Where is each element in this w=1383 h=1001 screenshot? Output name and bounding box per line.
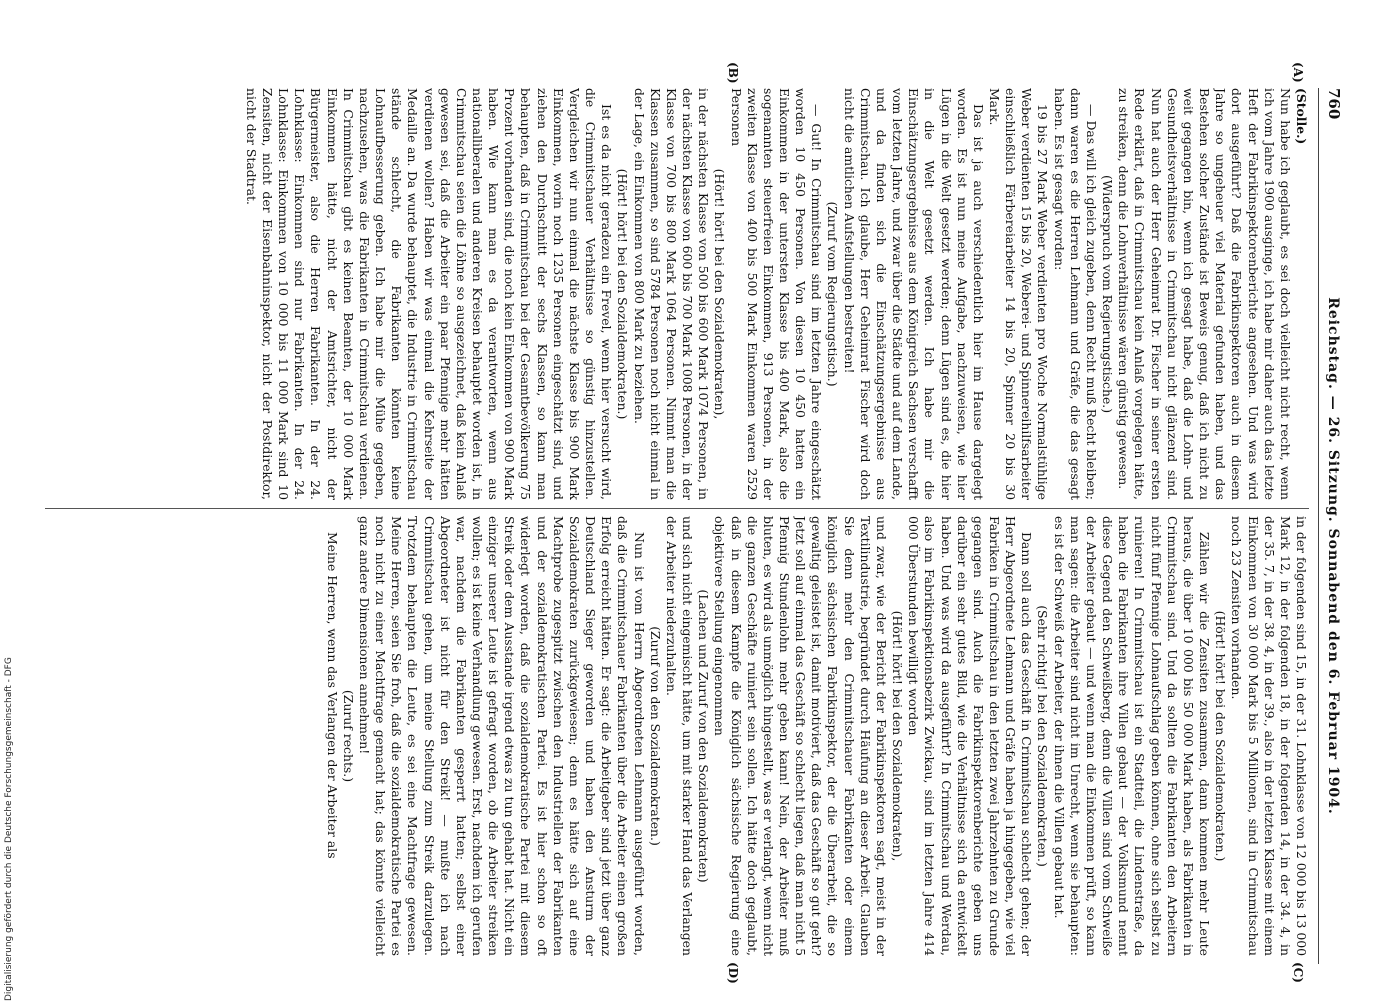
margin-marker-b: (B) [726,62,740,84]
right-column-paragraph: (Lachen und Zuruf von den Sozialdemokraten) [696,589,712,883]
right-column-paragraph: in der folgenden sind 15, in der 31. Lohnklasse von 12 000 bis 13 000 Mark 12, in der folgenden 18, in der folgenden 14, in der 34. 4, in der 35. 7, in der 38. 4, in der 39., also in der letzten Klasse mit einem Einkommen von 30 000 Mark bis 5 Millionen, sind in Crimmitschau noch 23 Zensiten vorhanden. [1229,516,1309,956]
right-column-paragraph: Meine Herren, wenn das Verlangen der Arbeiter als [324,532,340,859]
right-column-paragraph: (Sehr richtig! bei den Sozialdemokraten.) [1035,605,1051,867]
right-column-paragraph: Nun ist vom Herrn Abgeordneten Lehmann ausgeführt worden, daß die Crimmitschauer Fabrikanten über die Arbeiter einen großen Erfolg erreicht hätten. Er sagt: die Arbeitgeber sind jetzt über ganz Deutschland Sieger geworden und haben den Ansturm der Sozialdemokraten zurückgewiesen; denn es hätte sich auf eine Machtprobe zugespitzt zwischen den Industriellen der Fabrikanten und der sozialdemokratischen Partei. Es ist hier schon so oft widerlegt worden, daß die sozialdemokratische Partei mit diesem Streik oder dem Ausstande irgend etwas zu tun gehabt hat. Nicht ein einziger unserer Leute ist gefragt worden, ob die Arbeiter streiken wollen; es ist keine Verhandlung gewesen. Erst, nachdem ich gerufen war, nachdem die Fabrikanten gesperrt hatten; selbst einer Abgeordneter ist nicht für den Streik! — mußte ich nach Crimmitschau gehen, um meine Stellung zum Streik darzulegen. Trotzdem behaupten die Leute, es sei eine Machtfrage gewesen. Meine Herren, seien Sie froh, daß die sozialdemokratische Partei es noch nicht zu einer Machtfrage gemacht hat; das könnte vielleicht ganz andere Dimensionen annehmen! [356,516,647,956]
right-column-paragraph: (Zuruf rechts.) [340,689,356,783]
left-column-paragraph: — Gut! In Crimmitschau sind im letzten Jahre eingeschätzt worden 10 450 Personen. Von diesen 10 450 hatten ein Einkommen in der untersten Klasse bis 400 Mark, also die sogenannten steuerfreien Einkommen, 913 Personen, in der zweiten Klasse von 400 bis 500 Mark Einkommen waren 2529 Personen [728,88,825,500]
margin-marker-d: (D) [726,962,740,984]
right-column-paragraph: (Hört! hört! bei den Sozialdemokraten.) [1213,610,1229,862]
column-divider [45,508,1309,509]
left-column-paragraph: (Stolle.) [1294,88,1309,145]
left-column-paragraph: Ist es da nicht geradezu ein Frevel, wenn hier versucht wird, die Crimmitschauer Verhältnisse so günstig hinzustellen. Vergleichen wir nun einmal die nächste Klasse bis 900 Mark Einkommen, worin noch 1235 Personen eingeschätzt sind, und ziehen den Durchschnitt der sechs Klassen, so kann man behaupten, daß in Crimmitschau bei der Gesamtbevölkerung 75 Prozent vorhanden sind, die noch kein Einkommen von 900 Mark haben. Wie kann man es da verantworten, wenn aus nationalliberalen und anderen Kreisen behauptet worden ist, in Crimmitschau seien die Löhne so ausgezeichnet, daß kein Anlaß gewesen sei, daß die Arbeiter ein paar Pfennige mehr hätten verdienen wollen? Haben wir was einmal die Kehrseite der Medaille an. Da wurde behauptet, die Industrie in Crimmitschau stände schlecht, die Fabrikanten könnten keine Lohnaufbesserung geben. Ich habe mir die Mühe gegeben, nachzusehen, was die Fabrikanten in Crimmitschau verdienen. In Crimmitschau gibt es keinen Beamten, der 10 000 Mark Einkommen hätte, nicht der Amtsrichter, nicht der Bürgermeister, also die Herren Fabrikanten. In der 24. Lohnklasse: Einkommen sind nur Fabrikanten. In der 24. Lohnklasse: Einkommen von 10 000 bis 11 000 Mark sind 10 Zensiten, nicht der Eisenbahninspektor, nicht der Postdirektor, nicht der Stadtrat. [243,88,615,500]
page-number: 760 [1325,88,1343,120]
right-column-paragraph: (Zuruf von den Sozialdemokraten.) [647,626,663,846]
left-column-paragraph: (Widerspruch vom Regierungstische.) [1100,174,1116,414]
right-column-paragraph: Zählen wir die Zensiten zusammen, dann kommen mehr Leute heraus, die über 10 000 bis 50 000 Mark haben, als Fabrikanten in Crimmitschau sind. Und da sollten die Fabrikanten den Arbeitern nicht fünf Pfennige Lohnaufschlag geben können, ohne sich selbst zu ruinieren! In Crimmitschau ist ein Stadtteil, die Lindenstraße, da haben die Fabrikanten ihre Villen gebaut — der Volksmund nennt diese Gegend den Schweißberg, denn die Villen sind vom Schweiße der Arbeiter gebaut — und wenn man die Einkommen prüft, so kann man sagen: die Arbeiter sind nicht im Unrecht, wenn sie behaupten: es ist der Schweiß der Arbeiter, der ihnen die Villen gebaut hat. [1051,516,1213,956]
left-column-paragraph: (Zuruf vom Regierungstisch.) [825,201,841,387]
right-column-paragraph: Dann soll auch das Geschäft in Crimmitschau schlecht gehen; der Herr Abgeordnete Lehmann und Gräfe haben ja hingegeben, wie viel Fabriken in Crimmitschau in den letzten zwei Jahrzehnten zu Grunde gegangen sind. Auch die Fabrikinspektorenberichte geben uns darüber ein sehr gutes Bild, wie die Verhältnisse sich da entwickelt haben. Und was wird da ausgeführt? In Crimmitschau und Werdau, also im Fabrikinspektionsbezirk Zwickau, sind im letzten Jahre 414 000 Überstunden bewilligt worden [906,516,1035,956]
left-column-paragraph: 19 bis 27 Mark Weber verdienten pro Woche Normalstühlige Weber verdienten 15 bis 20, Weberei- und Spinnereihilfsarbeiter einschließlich Färbereiarbeiter 14 bis 20, Spinner 20 bis 30 Mark. [987,88,1051,500]
left-column-paragraph: in der nächsten Klasse von 500 bis 600 Mark 1074 Personen, in der nächsten Klasse von 600 bis 700 Mark 1008 Personen, in der Klasse von 700 bis 800 Mark 1064 Personen. Nimmt man die Klassen zusammen, so sind 5784 Personen noch nicht einmal in der Lage, ein Einkommen von 800 Mark zu beziehen. [631,88,712,500]
right-column-paragraph: (Hört! hört! bei den Sozialdemokraten), [890,610,906,862]
page-header [1318,88,1343,964]
left-column-paragraph: (Hört! hört! bei den Sozialdemokraten), [712,168,728,420]
page-title: Reichstag. — 26. Sitzung. Sonnabend den 6. Februar 1904. [1325,297,1341,815]
left-column-paragraph: — Das will ich gleich zugeben, denn Recht muß Recht bleiben; dann waren es die Herren Lehmann und Gräfe, die das gesagt haben. Es ist gesagt worden: [1051,88,1099,500]
left-column-paragraph: (Hört! hört! bei den Sozialdemokraten.) [615,168,631,420]
left-column-paragraph: Das ist ja auch verschiedentlich hier im Hause dargelegt worden. Es ist nun meine Aufgabe, nachzuweisen, wie hier Lügen in die Welt gesetzt werden; denn Lügen sind es, die hier in die Welt gesetzt werden. Ich habe mir die Einschätzungsergebnisse aus dem Königreich Sachsen verschafft vom letzten Jahre, und zwar über die Städte und auf dem Lande, und da finden sich die Einschätzungsergebnisse aus Crimmitschau. Ich glaube, Herr Geheimrat Fischer wird doch nicht die amtlichen Aufstellungen bestreiten! [841,88,986,500]
digitization-credit: Digitalisierung gefördert durch die Deutsche Forschungsgemeinschaft - DFG [4,657,14,1001]
margin-marker-c: (C) [1291,962,1305,983]
right-column-paragraph: und zwar, wie der Bericht der Fabrikinspektoren sagt, meist in der Textilindustrie, begründet durch Häufung an dieser Arbeit. Glauben Sie denn mehr den Crimmitschauer Fabrikanten oder einem königlich sächsischen Fabrikinspektor, der die Überarbeit, die so gewaltig geleistet ist, damit motiviert, daß das Geschäft so gut geht? Jetzt soll auf einmal das Geschäft so schlecht liegen, daß man nicht 5 Pfennig Stundenlohn mehr geben kann! Nein, der Arbeiter muß bluten, es wird als unmöglich hingestellt, was er verlangt, wenn nicht die ganzen Geschäfte ruiniert sein sollen. Ich hätte doch geglaubt, daß in diesem Kampfe die Königlich sächsische Regierung eine objektivere Stellung eingenommen [712,516,889,956]
right-column-paragraph: und sich nicht eingemischt hätte, um mit starker Hand das Verlangen der Arbeiter niederzuhalten. [663,516,696,956]
left-column-paragraph: Nun habe ich geglaubt, es sei doch vielleicht nicht recht, wenn ich vom Jahre 1900 ausginge, ich habe mir daher auch das letzte Heft der Fabrikinspektorenberichte angesehen. Und was wird dort ausgeführt? Daß die Fabrikinspektoren auch in diesem Jahre so ungeheuer viel Material gefunden haben, und das Bestehen solcher Zustände ist Beweis genug, daß ich nicht zu weit gegangen bin, wenn ich gesagt habe, daß die Lohn- und Gesundheitsverhältnisse in Crimmitschau nicht glänzend sind. Nun hat auch der Herr Geheimrat Dr. Fischer in seiner ersten Rede erklärt, daß in Crimmitschau kein Anlaß vorgelegen hätte, zu streiken, denn die Lohnverhältnisse wären günstig gewesen. [1116,88,1293,500]
right-column [45,516,1309,956]
margin-marker-a: (A) [1291,62,1305,83]
left-column [45,88,1309,500]
